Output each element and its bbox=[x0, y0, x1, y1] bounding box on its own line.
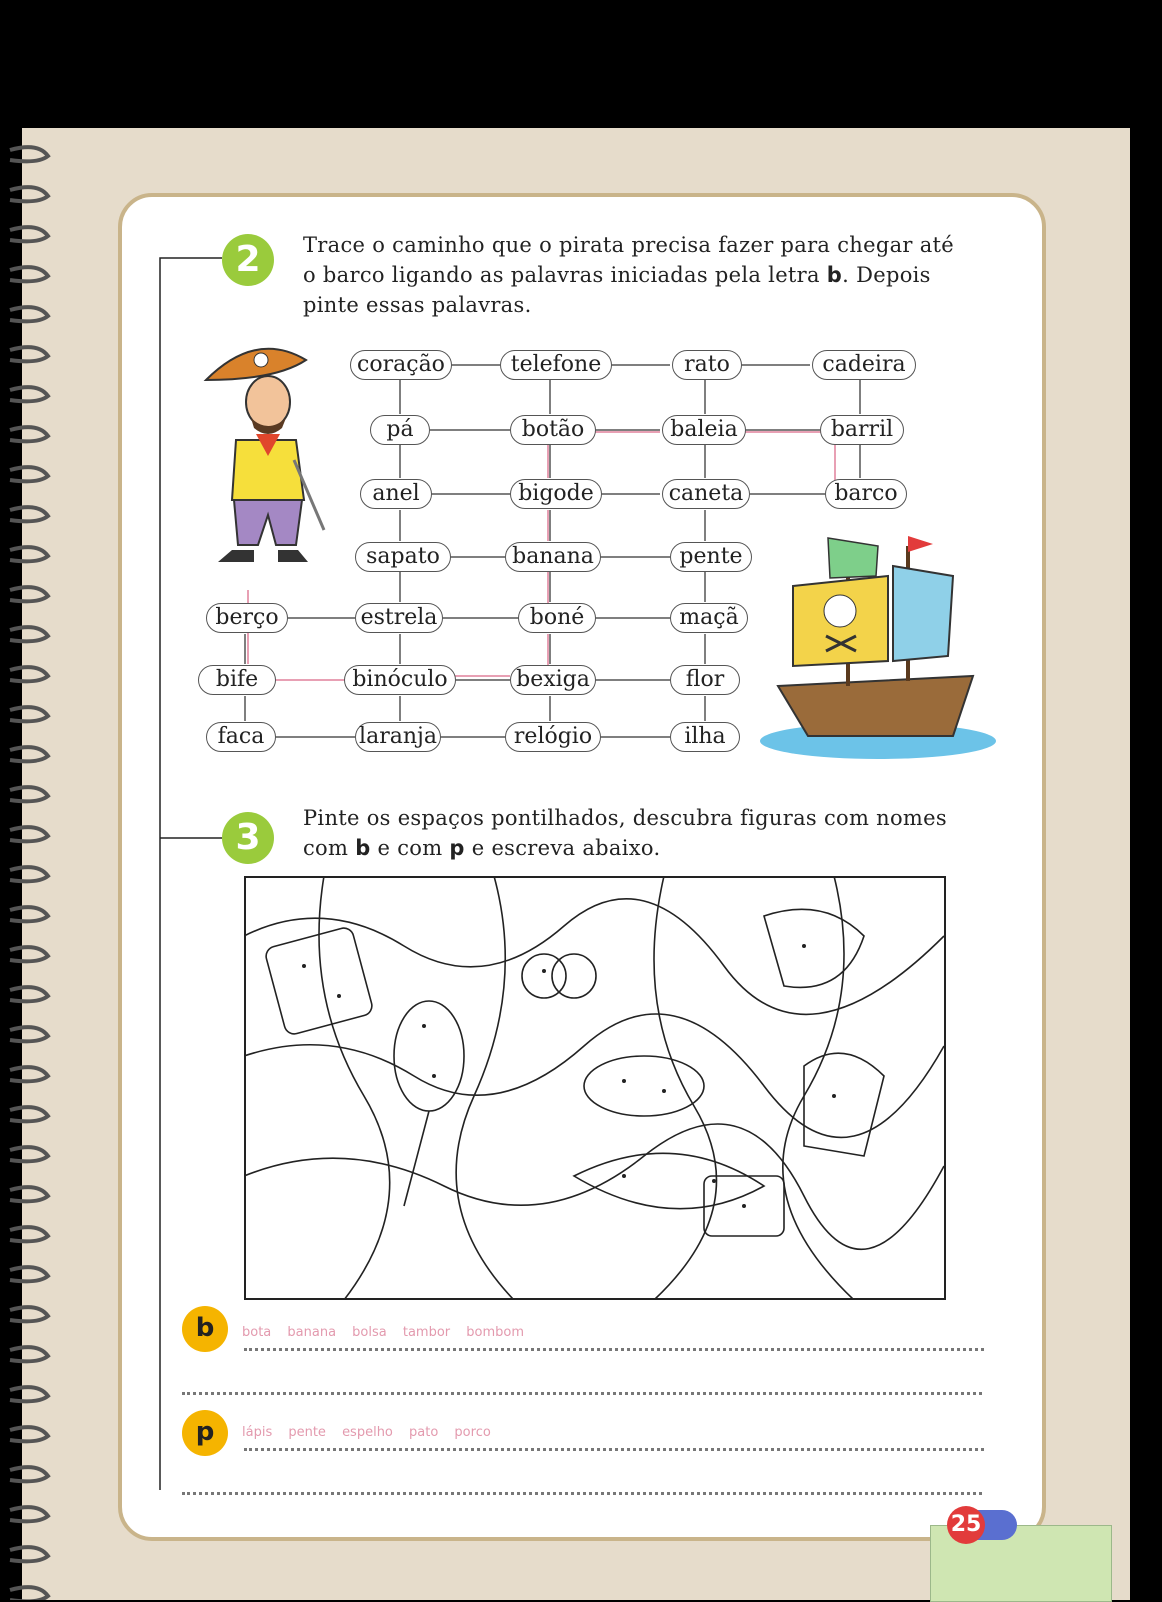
letter-b-badge: b bbox=[182, 1306, 228, 1352]
maze-word[interactable]: barco bbox=[825, 479, 907, 509]
maze-word[interactable]: sapato bbox=[355, 542, 451, 572]
maze-word[interactable]: binóculo bbox=[344, 665, 456, 695]
maze-word[interactable]: relógio bbox=[505, 722, 601, 752]
maze-word[interactable]: estrela bbox=[355, 603, 443, 633]
letter-p: p bbox=[449, 836, 465, 860]
exercise-2-instructions bbox=[303, 230, 1003, 320]
page-number: 25 bbox=[947, 1506, 985, 1544]
maze-word[interactable]: maçã bbox=[670, 603, 748, 633]
maze-word[interactable]: caneta bbox=[662, 479, 750, 509]
hidden-pictures-puzzle[interactable] bbox=[244, 876, 946, 1300]
maze-word[interactable]: faca bbox=[206, 722, 276, 752]
maze-word[interactable]: telefone bbox=[500, 350, 612, 380]
instruction-line: pinte essas palavras. bbox=[303, 293, 532, 317]
maze-word[interactable]: barril bbox=[820, 415, 904, 445]
maze-word[interactable]: laranja bbox=[355, 722, 441, 752]
maze-word[interactable]: rato bbox=[672, 350, 742, 380]
maze-word[interactable]: berço bbox=[206, 603, 288, 633]
exercise-2-number: 2 bbox=[222, 234, 274, 286]
pirate-ship-illustration bbox=[748, 536, 998, 766]
instruction-line: Pinte os espaços pontilhados, descubra figuras com nomes bbox=[303, 806, 947, 830]
page-number-badge bbox=[950, 1510, 1017, 1540]
spiral-binding bbox=[0, 140, 60, 1600]
maze-word[interactable]: cadeira bbox=[812, 350, 916, 380]
instruction-line bbox=[303, 260, 1003, 290]
pirate-illustration bbox=[196, 330, 336, 570]
letter-b: b bbox=[355, 836, 371, 860]
answer-line[interactable] bbox=[244, 1348, 984, 1351]
instruction-text: com bbox=[303, 836, 356, 860]
instruction-line: Trace o caminho que o pirata precisa fazer para chegar até bbox=[303, 233, 954, 257]
maze-word[interactable]: pente bbox=[670, 542, 752, 572]
p-words-answer[interactable]: lápis pente espelho pato porco bbox=[242, 1425, 491, 1440]
instruction-text: . Depois bbox=[842, 263, 931, 287]
maze-word[interactable]: flor bbox=[670, 665, 740, 695]
answer-line[interactable] bbox=[182, 1392, 982, 1395]
letter-p-badge: p bbox=[182, 1410, 228, 1456]
instruction-line bbox=[303, 833, 1003, 863]
maze-word[interactable]: anel bbox=[360, 479, 432, 509]
maze-word[interactable]: coração bbox=[350, 350, 452, 380]
maze-word[interactable]: bexiga bbox=[510, 665, 596, 695]
exercise-3-number: 3 bbox=[222, 812, 274, 864]
instruction-text: e com bbox=[370, 836, 450, 860]
maze-word[interactable]: bife bbox=[198, 665, 276, 695]
maze-word[interactable]: baleia bbox=[662, 415, 746, 445]
answer-line[interactable] bbox=[182, 1492, 982, 1495]
maze-word[interactable]: boné bbox=[518, 603, 596, 633]
exercise-3-instructions bbox=[303, 803, 1003, 863]
instruction-text: e escreva abaixo. bbox=[464, 836, 661, 860]
letter-b: b bbox=[826, 263, 843, 287]
b-words-answer[interactable]: bota banana bolsa tambor bombom bbox=[242, 1325, 524, 1340]
maze-word[interactable]: ilha bbox=[670, 722, 740, 752]
maze-word[interactable]: banana bbox=[505, 542, 601, 572]
instruction-text: o barco ligando as palavras iniciadas pela letra bbox=[303, 263, 827, 287]
maze-word[interactable]: botão bbox=[510, 415, 596, 445]
answer-line[interactable] bbox=[244, 1448, 984, 1451]
maze-word[interactable]: bigode bbox=[510, 479, 602, 509]
maze-word[interactable]: pá bbox=[370, 415, 430, 445]
